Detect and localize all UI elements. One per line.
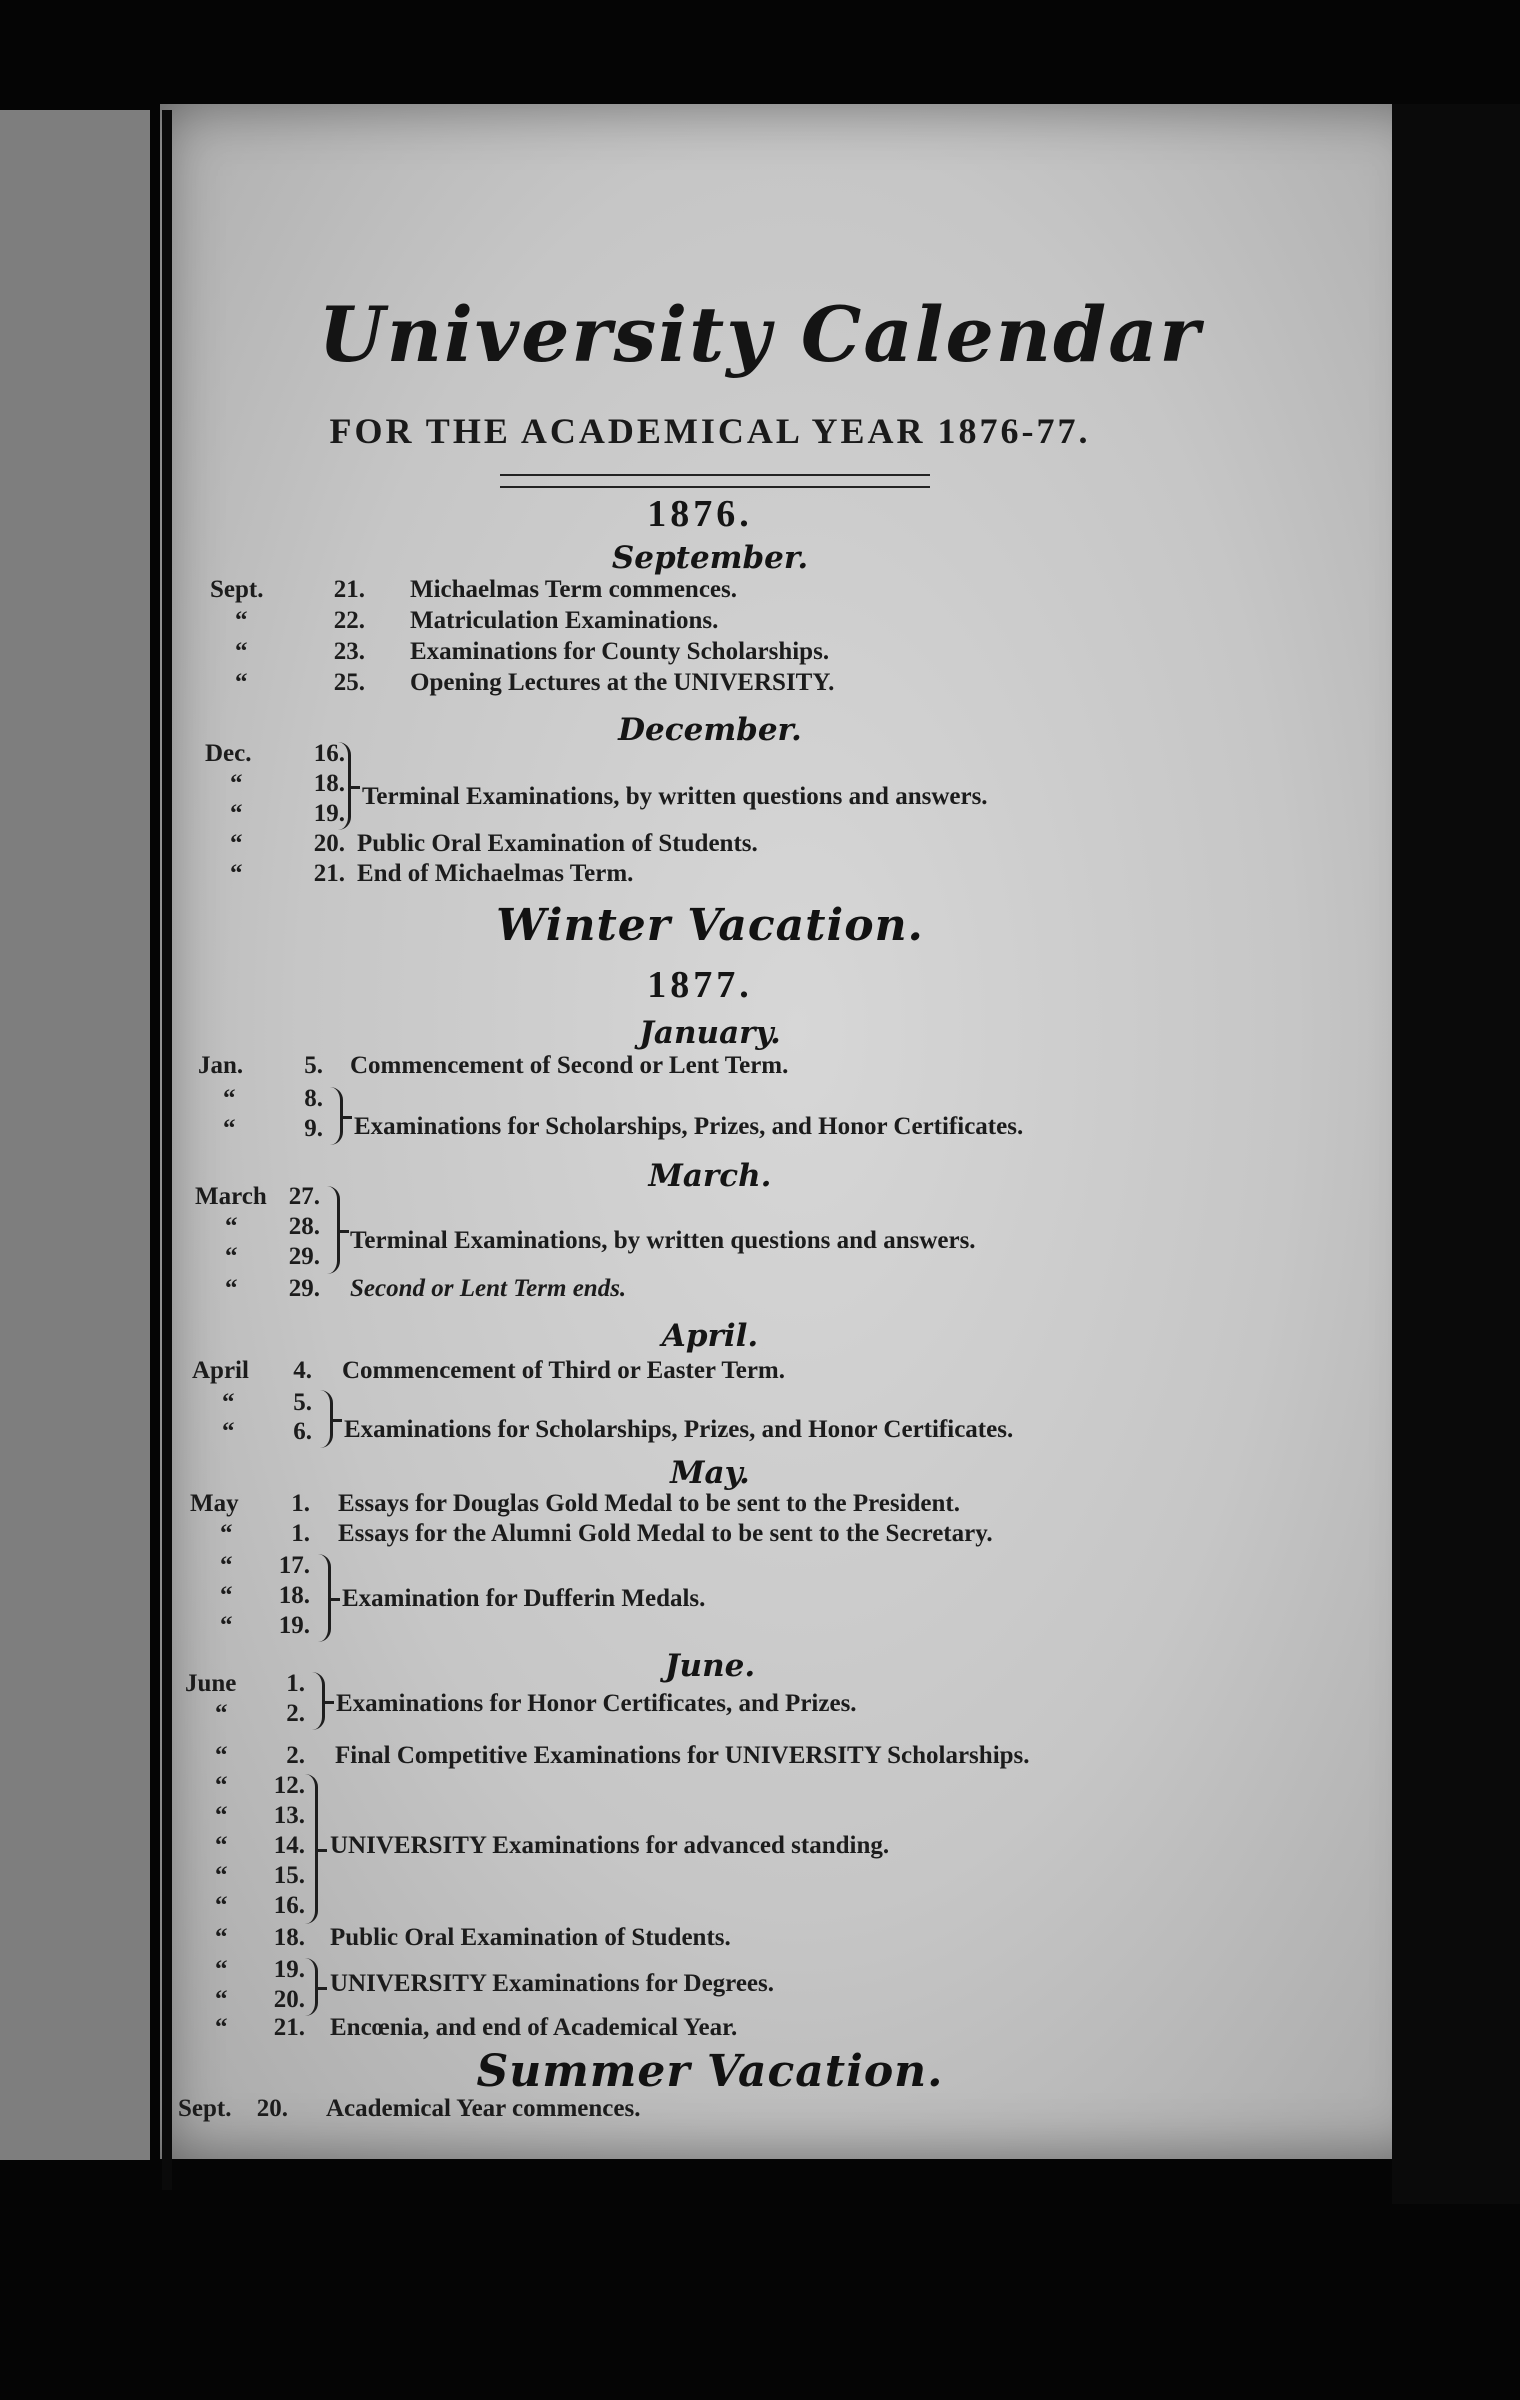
group-brace (338, 742, 351, 830)
month-heading-march: March. (648, 1158, 772, 1194)
month-heading-september: September. (611, 540, 809, 576)
group-text: Examinations for Scholarships, Prizes, and Honor Certificates. (354, 1113, 1024, 1140)
group-text: Examinations for Scholarships, Prizes, and Honor Certificates. (344, 1416, 1014, 1443)
group-text: Terminal Examinations, by written questions and answers. (362, 783, 988, 810)
page-title: University Calendar (318, 290, 1202, 379)
group-brace (330, 1087, 343, 1145)
group-brace (318, 1554, 331, 1642)
group-text: Examination for Dufferin Medals. (342, 1585, 706, 1612)
group-text: Terminal Examinations, by written questions and answers. (350, 1227, 976, 1254)
group-brace (312, 1672, 325, 1730)
group-brace (305, 1774, 318, 1924)
month-heading-january: January. (639, 1015, 781, 1051)
group-text: Examinations for Honor Certificates, and Prizes. (336, 1690, 857, 1717)
group-brace (320, 1390, 333, 1448)
year-heading-1877: 1877. (647, 964, 753, 1006)
group-text: UNIVERSITY Examinations for advanced standing. (330, 1832, 890, 1859)
vacation-heading-winter: Winter Vacation. (496, 900, 924, 951)
vacation-heading-summer: Summer Vacation. (476, 2046, 944, 2097)
month-heading-may: May. (670, 1455, 750, 1491)
month-heading-december: December. (618, 712, 802, 748)
month-heading-june: June. (664, 1648, 756, 1684)
group-brace (305, 1958, 318, 2016)
year-heading-1876: 1876. (647, 493, 753, 535)
group-text: UNIVERSITY Examinations for Degrees. (330, 1970, 774, 1997)
title-double-rule (500, 474, 930, 488)
group-brace (327, 1186, 340, 1274)
page-subtitle: FOR THE ACADEMICAL YEAR 1876-77. (329, 411, 1091, 451)
month-heading-april: April. (661, 1318, 759, 1354)
